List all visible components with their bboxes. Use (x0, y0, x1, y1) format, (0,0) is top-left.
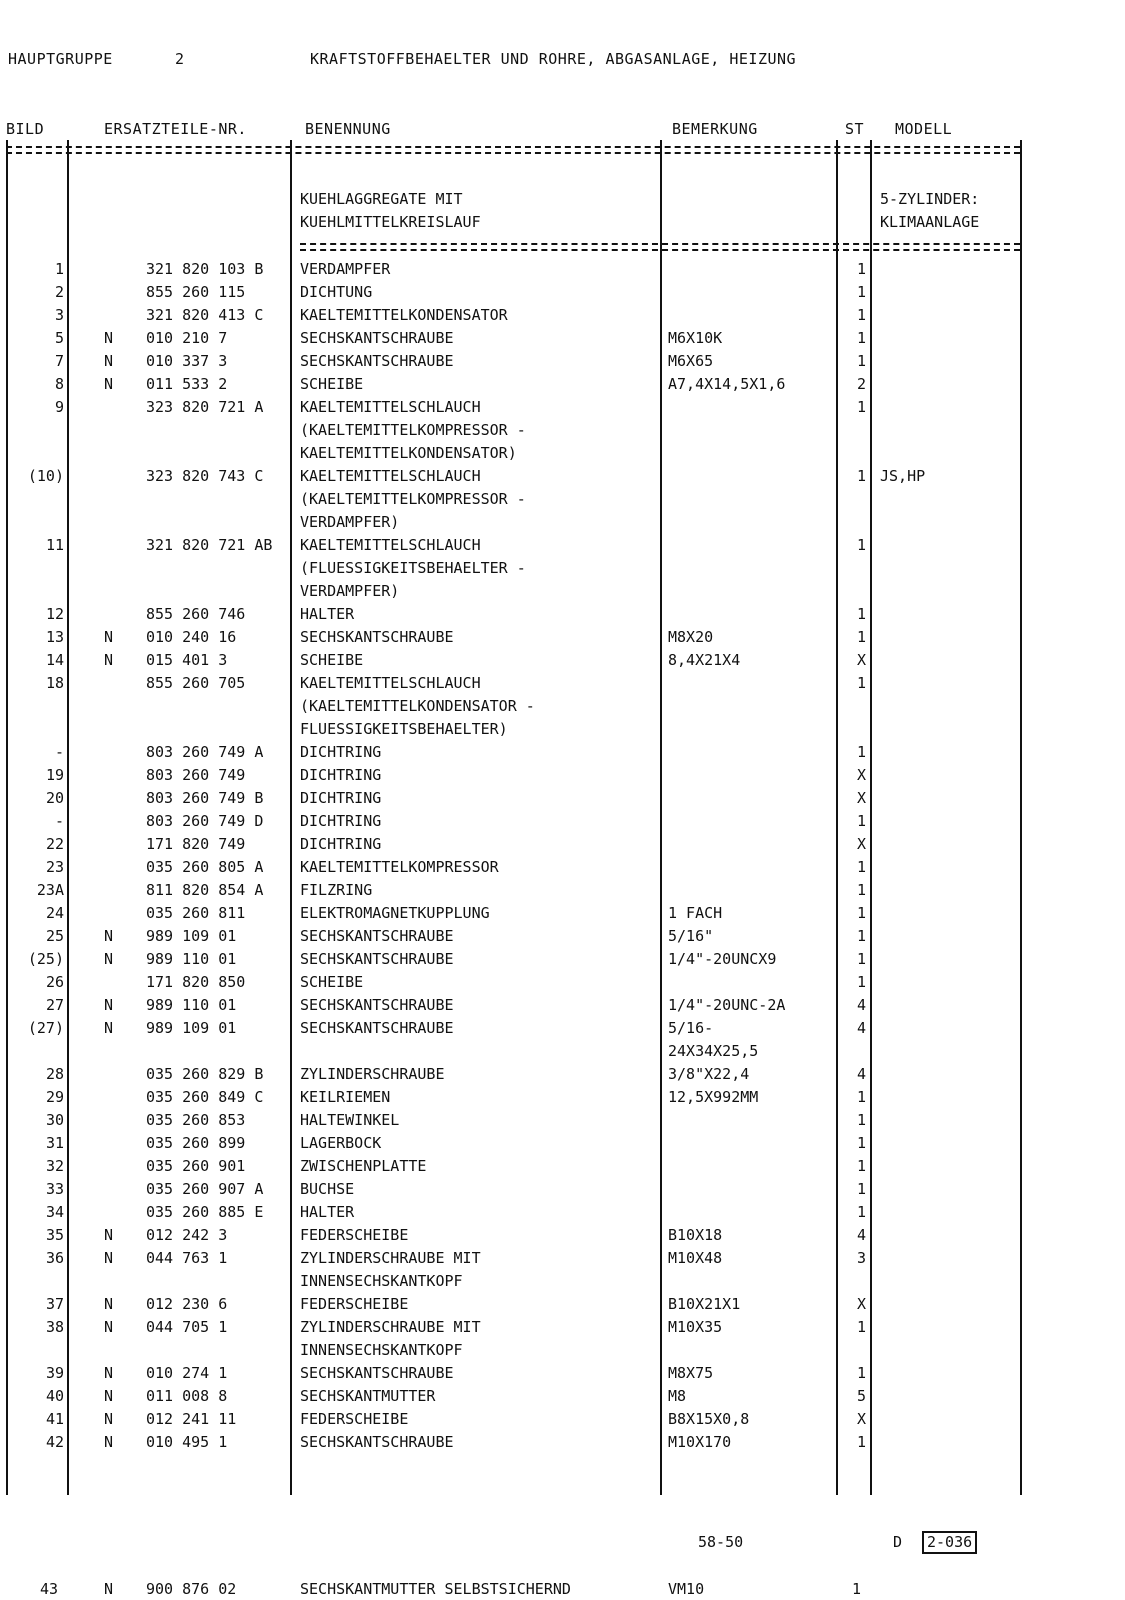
row-name: ELEKTROMAGNETKUPPLUNG (300, 904, 490, 922)
row-name: ZWISCHENPLATTE (300, 1157, 427, 1175)
main-group-number: 2 (175, 50, 185, 68)
col-header-model: MODELL (895, 120, 953, 138)
row-part-number: 855 260 746 (146, 605, 246, 623)
row-part-number: 811 820 854 A (146, 881, 264, 899)
row-model: JS,HP (880, 467, 926, 485)
row-part-number: 035 260 849 C (146, 1088, 264, 1106)
row-part-number: 855 260 115 (146, 283, 246, 301)
row-part-number: 044 763 1 (146, 1249, 228, 1267)
row-remark: M10X35 (668, 1318, 723, 1336)
row-quantity: 1 (856, 260, 866, 278)
table-row (0, 350, 1125, 373)
row-bild: 40 (45, 1387, 64, 1405)
row-quantity: X (856, 789, 866, 807)
group-model-line: 5-ZYLINDER: (880, 190, 980, 208)
row-part-number: 012 241 11 (146, 1410, 237, 1428)
row-bild: 28 (45, 1065, 64, 1083)
row-part-number: 171 820 749 (146, 835, 246, 853)
row-name: SECHSKANTMUTTER (300, 1387, 436, 1405)
main-group-label: HAUPTGRUPPE (8, 50, 113, 68)
col-header-name: BENENNUNG (305, 120, 391, 138)
row-bild: - (54, 743, 64, 761)
row-quantity: X (856, 1295, 866, 1313)
group-model-line: KLIMAANLAGE (880, 213, 980, 231)
row-name: KAELTEMITTELSCHLAUCH (300, 674, 481, 692)
row-part-number: 012 230 6 (146, 1295, 228, 1313)
row-bild: (10) (27, 467, 64, 485)
row-part-number: 035 260 811 (146, 904, 246, 922)
row-name: LAGERBOCK (300, 1134, 382, 1152)
table-row (0, 925, 1125, 948)
row-quantity: 1 (856, 973, 866, 991)
row-part-number: 035 260 829 B (146, 1065, 264, 1083)
row-part-number: 011 533 2 (146, 375, 228, 393)
row-part-number: 989 109 01 (146, 927, 237, 945)
row-quantity: 4 (856, 996, 866, 1014)
row-name: SECHSKANTSCHRAUBE (300, 1433, 454, 1451)
table-row (0, 626, 1125, 649)
table-row (0, 833, 1125, 856)
row-quantity: 1 (856, 950, 866, 968)
row-part-number: 010 495 1 (146, 1433, 228, 1451)
table-row (0, 787, 1125, 810)
row-bild: 5 (54, 329, 64, 347)
row-bild: 39 (45, 1364, 64, 1382)
row-bild: (27) (27, 1019, 64, 1037)
row-bild: 35 (45, 1226, 64, 1244)
row-n-flag: N (104, 1410, 114, 1428)
row-bild: (25) (27, 950, 64, 968)
row-part-number: 855 260 705 (146, 674, 246, 692)
row-name: KAELTEMITTELKONDENSATOR (300, 306, 508, 324)
row-n-flag: N (104, 375, 114, 393)
row-name: FEDERSCHEIBE (300, 1295, 409, 1313)
next-row-n: N (104, 1580, 114, 1598)
table-row (0, 1086, 1125, 1109)
row-n-flag: N (104, 950, 114, 968)
row-n-flag: N (104, 1364, 114, 1382)
row-n-flag: N (104, 329, 114, 347)
row-name: VERDAMPFER (300, 260, 391, 278)
row-bild: 14 (45, 651, 64, 669)
row-quantity: 1 (856, 1203, 866, 1221)
row-quantity: 1 (856, 283, 866, 301)
row-part-number: 035 260 853 (146, 1111, 246, 1129)
table-row (0, 1040, 1125, 1063)
group-name-line: KUEHLAGGREGATE MIT (300, 190, 463, 208)
row-name: INNENSECHSKANTKOPF (300, 1341, 463, 1359)
row-bild: 18 (45, 674, 64, 692)
row-remark: 5/16- (668, 1019, 714, 1037)
row-part-number: 035 260 907 A (146, 1180, 264, 1198)
table-row (0, 1109, 1125, 1132)
row-bild: 19 (45, 766, 64, 784)
row-part-number: 035 260 901 (146, 1157, 246, 1175)
row-name: ZYLINDERSCHRAUBE MIT (300, 1249, 481, 1267)
row-quantity: 4 (856, 1019, 866, 1037)
row-quantity: 1 (856, 1157, 866, 1175)
table-row (0, 511, 1125, 534)
row-remark: 1/4"-20UNC-2A (668, 996, 786, 1014)
row-bild: 1 (54, 260, 64, 278)
language-code: D (893, 1533, 903, 1551)
row-bild: 31 (45, 1134, 64, 1152)
row-name: SECHSKANTSCHRAUBE (300, 927, 454, 945)
row-bild: 41 (45, 1410, 64, 1428)
next-row-bild: 43 (40, 1580, 59, 1598)
next-row-remark: VM10 (668, 1580, 705, 1598)
row-n-flag: N (104, 651, 114, 669)
row-quantity: 1 (856, 904, 866, 922)
row-remark: 24X34X25,5 (668, 1042, 759, 1060)
row-name: VERDAMPFER) (300, 582, 400, 600)
row-name: SECHSKANTSCHRAUBE (300, 329, 454, 347)
row-bild: 2 (54, 283, 64, 301)
table-row (0, 672, 1125, 695)
row-name: KAELTEMITTELKOMPRESSOR (300, 858, 499, 876)
row-part-number: 989 110 01 (146, 996, 237, 1014)
row-bild: 42 (45, 1433, 64, 1451)
row-quantity: 1 (856, 1134, 866, 1152)
table-row (0, 810, 1125, 833)
next-row-st: 1 (852, 1580, 862, 1598)
row-bild: 3 (54, 306, 64, 324)
row-name: ZYLINDERSCHRAUBE (300, 1065, 445, 1083)
row-name: (FLUESSIGKEITSBEHAELTER - (300, 559, 526, 577)
row-remark: M6X65 (668, 352, 714, 370)
row-n-flag: N (104, 1387, 114, 1405)
row-bild: 29 (45, 1088, 64, 1106)
table-row (0, 649, 1125, 672)
row-remark: 12,5X992MM (668, 1088, 759, 1106)
row-quantity: 1 (856, 1318, 866, 1336)
table-row (0, 1316, 1125, 1339)
table-row (0, 1270, 1125, 1293)
row-quantity: X (856, 835, 866, 853)
row-n-flag: N (104, 1295, 114, 1313)
table-row (0, 1132, 1125, 1155)
row-name: KAELTEMITTELSCHLAUCH (300, 536, 481, 554)
table-row (0, 396, 1125, 419)
row-remark: M8 (668, 1387, 687, 1405)
table-row (0, 304, 1125, 327)
row-quantity: 1 (856, 467, 866, 485)
row-name: SECHSKANTSCHRAUBE (300, 352, 454, 370)
next-row-name: SECHSKANTMUTTER SELBSTSICHERND (300, 1580, 571, 1598)
row-name: FILZRING (300, 881, 373, 899)
table-row (0, 1017, 1125, 1040)
row-quantity: 1 (856, 1111, 866, 1129)
row-name: SECHSKANTSCHRAUBE (300, 628, 454, 646)
row-name: KEILRIEMEN (300, 1088, 391, 1106)
row-name: SECHSKANTSCHRAUBE (300, 996, 454, 1014)
row-bild: 7 (54, 352, 64, 370)
row-quantity: 1 (856, 329, 866, 347)
row-bild: 27 (45, 996, 64, 1014)
row-bild: 38 (45, 1318, 64, 1336)
row-name: (KAELTEMITTELKOMPRESSOR - (300, 421, 526, 439)
row-part-number: 044 705 1 (146, 1318, 228, 1336)
table-row (0, 948, 1125, 971)
row-name: SCHEIBE (300, 973, 364, 991)
row-part-number: 011 008 8 (146, 1387, 228, 1405)
table-row (0, 902, 1125, 925)
table-row (0, 557, 1125, 580)
row-name: HALTEWINKEL (300, 1111, 400, 1129)
table-row (0, 465, 1125, 488)
header-rule (6, 146, 1020, 154)
table-row (0, 258, 1125, 281)
row-name: SECHSKANTSCHRAUBE (300, 950, 454, 968)
row-remark: B8X15X0,8 (668, 1410, 750, 1428)
col-header-bild: BILD (6, 120, 45, 138)
row-part-number: 803 260 749 D (146, 812, 264, 830)
row-bild: - (54, 812, 64, 830)
row-quantity: 1 (856, 858, 866, 876)
row-bild: 36 (45, 1249, 64, 1267)
row-bild: 12 (45, 605, 64, 623)
table-row (0, 879, 1125, 902)
row-part-number: 989 110 01 (146, 950, 237, 968)
table-row (0, 488, 1125, 511)
col-header-st: ST (845, 120, 865, 138)
table-row (0, 1362, 1125, 1385)
row-remark: 5/16" (668, 927, 714, 945)
row-quantity: 1 (856, 881, 866, 899)
table-row (0, 1247, 1125, 1270)
row-part-number: 171 820 850 (146, 973, 246, 991)
table-row (0, 1201, 1125, 1224)
row-name: FEDERSCHEIBE (300, 1410, 409, 1428)
row-name: DICHTRING (300, 812, 382, 830)
row-quantity: X (856, 1410, 866, 1428)
row-quantity: 1 (856, 1180, 866, 1198)
table-row (0, 534, 1125, 557)
row-remark: M6X10K (668, 329, 723, 347)
row-remark: B10X18 (668, 1226, 723, 1244)
row-n-flag: N (104, 1249, 114, 1267)
row-n-flag: N (104, 1433, 114, 1451)
row-name: SECHSKANTSCHRAUBE (300, 1019, 454, 1037)
group-name-line: KUEHLMITTELKREISLAUF (300, 213, 481, 231)
row-part-number: 321 820 413 C (146, 306, 264, 324)
row-name: SECHSKANTSCHRAUBE (300, 1364, 454, 1382)
table-row (0, 419, 1125, 442)
table-row (0, 1063, 1125, 1086)
page-title: KRAFTSTOFFBEHAELTER UND ROHRE, ABGASANLAGE, HEIZUNG (310, 50, 797, 68)
table-row (0, 1293, 1125, 1316)
row-name: INNENSECHSKANTKOPF (300, 1272, 463, 1290)
row-part-number: 035 260 899 (146, 1134, 246, 1152)
row-quantity: 1 (856, 1088, 866, 1106)
row-name: KAELTEMITTELSCHLAUCH (300, 467, 481, 485)
row-part-number: 010 337 3 (146, 352, 228, 370)
table-row (0, 1408, 1125, 1431)
row-n-flag: N (104, 1226, 114, 1244)
row-remark: M8X20 (668, 628, 714, 646)
row-quantity: 1 (856, 306, 866, 324)
row-name: DICHTRING (300, 766, 382, 784)
row-bild: 30 (45, 1111, 64, 1129)
row-bild: 13 (45, 628, 64, 646)
row-bild: 26 (45, 973, 64, 991)
table-row (0, 1178, 1125, 1201)
row-bild: 37 (45, 1295, 64, 1313)
row-remark: 1 FACH (668, 904, 723, 922)
row-name: FLUESSIGKEITSBEHAELTER) (300, 720, 508, 738)
row-quantity: 1 (856, 628, 866, 646)
row-bild: 24 (45, 904, 64, 922)
row-bild: 34 (45, 1203, 64, 1221)
row-part-number: 012 242 3 (146, 1226, 228, 1244)
table-row (0, 971, 1125, 994)
row-remark: 1/4"-20UNCX9 (668, 950, 777, 968)
table-row (0, 281, 1125, 304)
row-part-number: 010 210 7 (146, 329, 228, 347)
row-bild: 9 (54, 398, 64, 416)
row-part-number: 035 260 885 E (146, 1203, 264, 1221)
row-name: BUCHSE (300, 1180, 355, 1198)
table-row (0, 718, 1125, 741)
row-name: (KAELTEMITTELKOMPRESSOR - (300, 490, 526, 508)
row-bild: 25 (45, 927, 64, 945)
row-name: DICHTUNG (300, 283, 373, 301)
row-quantity: 1 (856, 605, 866, 623)
table-row (0, 741, 1125, 764)
row-name: DICHTRING (300, 789, 382, 807)
row-bild: 32 (45, 1157, 64, 1175)
row-name: SCHEIBE (300, 375, 364, 393)
row-quantity: 1 (856, 1364, 866, 1382)
row-remark: 3/8"X22,4 (668, 1065, 750, 1083)
row-quantity: 1 (856, 352, 866, 370)
row-name: KAELTEMITTELSCHLAUCH (300, 398, 481, 416)
row-name: HALTER (300, 1203, 355, 1221)
row-part-number: 803 260 749 A (146, 743, 264, 761)
row-name: KAELTEMITTELKONDENSATOR) (300, 444, 517, 462)
row-remark: M10X170 (668, 1433, 732, 1451)
row-remark: M10X48 (668, 1249, 723, 1267)
row-remark: A7,4X14,5X1,6 (668, 375, 786, 393)
row-quantity: 4 (856, 1065, 866, 1083)
row-bild: 11 (45, 536, 64, 554)
row-name: HALTER (300, 605, 355, 623)
row-remark: 8,4X21X4 (668, 651, 741, 669)
table-row (0, 327, 1125, 350)
row-bild: 33 (45, 1180, 64, 1198)
row-part-number: 321 820 721 AB (146, 536, 273, 554)
page-reference: 58-50 (698, 1533, 744, 1551)
row-quantity: 1 (856, 1433, 866, 1451)
row-bild: 20 (45, 789, 64, 807)
row-quantity: 1 (856, 398, 866, 416)
row-quantity: 5 (856, 1387, 866, 1405)
row-part-number: 803 260 749 B (146, 789, 264, 807)
table-row (0, 580, 1125, 603)
row-part-number: 321 820 103 B (146, 260, 264, 278)
next-row-part: 900 876 02 (146, 1580, 237, 1598)
row-quantity: 1 (856, 536, 866, 554)
table-row (0, 994, 1125, 1017)
table-row (0, 442, 1125, 465)
table-row (0, 1155, 1125, 1178)
row-quantity: 1 (856, 674, 866, 692)
table-row (0, 856, 1125, 879)
row-quantity: X (856, 766, 866, 784)
row-n-flag: N (104, 1019, 114, 1037)
table-row (0, 764, 1125, 787)
row-part-number: 010 274 1 (146, 1364, 228, 1382)
row-n-flag: N (104, 927, 114, 945)
row-part-number: 803 260 749 (146, 766, 246, 784)
row-bild: 23A (36, 881, 64, 899)
row-quantity: 2 (856, 375, 866, 393)
table-row (0, 695, 1125, 718)
row-name: SCHEIBE (300, 651, 364, 669)
row-n-flag: N (104, 1318, 114, 1336)
col-header-remark: BEMERKUNG (672, 120, 758, 138)
table-row (0, 373, 1125, 396)
sheet-number: 2-036 (922, 1531, 977, 1554)
row-bild: 23 (45, 858, 64, 876)
row-name: ZYLINDERSCHRAUBE MIT (300, 1318, 481, 1336)
table-row (0, 1385, 1125, 1408)
table-row (0, 603, 1125, 626)
row-remark: M8X75 (668, 1364, 714, 1382)
row-name: VERDAMPFER) (300, 513, 400, 531)
row-name: (KAELTEMITTELKONDENSATOR - (300, 697, 535, 715)
row-quantity: 1 (856, 743, 866, 761)
row-part-number: 989 109 01 (146, 1019, 237, 1037)
row-quantity: 3 (856, 1249, 866, 1267)
table-row (0, 1431, 1125, 1454)
row-remark: B10X21X1 (668, 1295, 741, 1313)
row-name: DICHTRING (300, 743, 382, 761)
col-header-part-no: ERSATZTEILE-NR. (104, 120, 247, 138)
row-part-number: 015 401 3 (146, 651, 228, 669)
row-part-number: 323 820 721 A (146, 398, 264, 416)
row-part-number: 010 240 16 (146, 628, 237, 646)
table-row (0, 1339, 1125, 1362)
row-name: FEDERSCHEIBE (300, 1226, 409, 1244)
row-quantity: 1 (856, 812, 866, 830)
row-quantity: 4 (856, 1226, 866, 1244)
row-name: DICHTRING (300, 835, 382, 853)
row-n-flag: N (104, 996, 114, 1014)
row-n-flag: N (104, 628, 114, 646)
row-quantity: 1 (856, 927, 866, 945)
table-row (0, 1224, 1125, 1247)
row-quantity: X (856, 651, 866, 669)
row-bild: 22 (45, 835, 64, 853)
row-n-flag: N (104, 352, 114, 370)
row-part-number: 035 260 805 A (146, 858, 264, 876)
row-bild: 8 (54, 375, 64, 393)
row-part-number: 323 820 743 C (146, 467, 264, 485)
